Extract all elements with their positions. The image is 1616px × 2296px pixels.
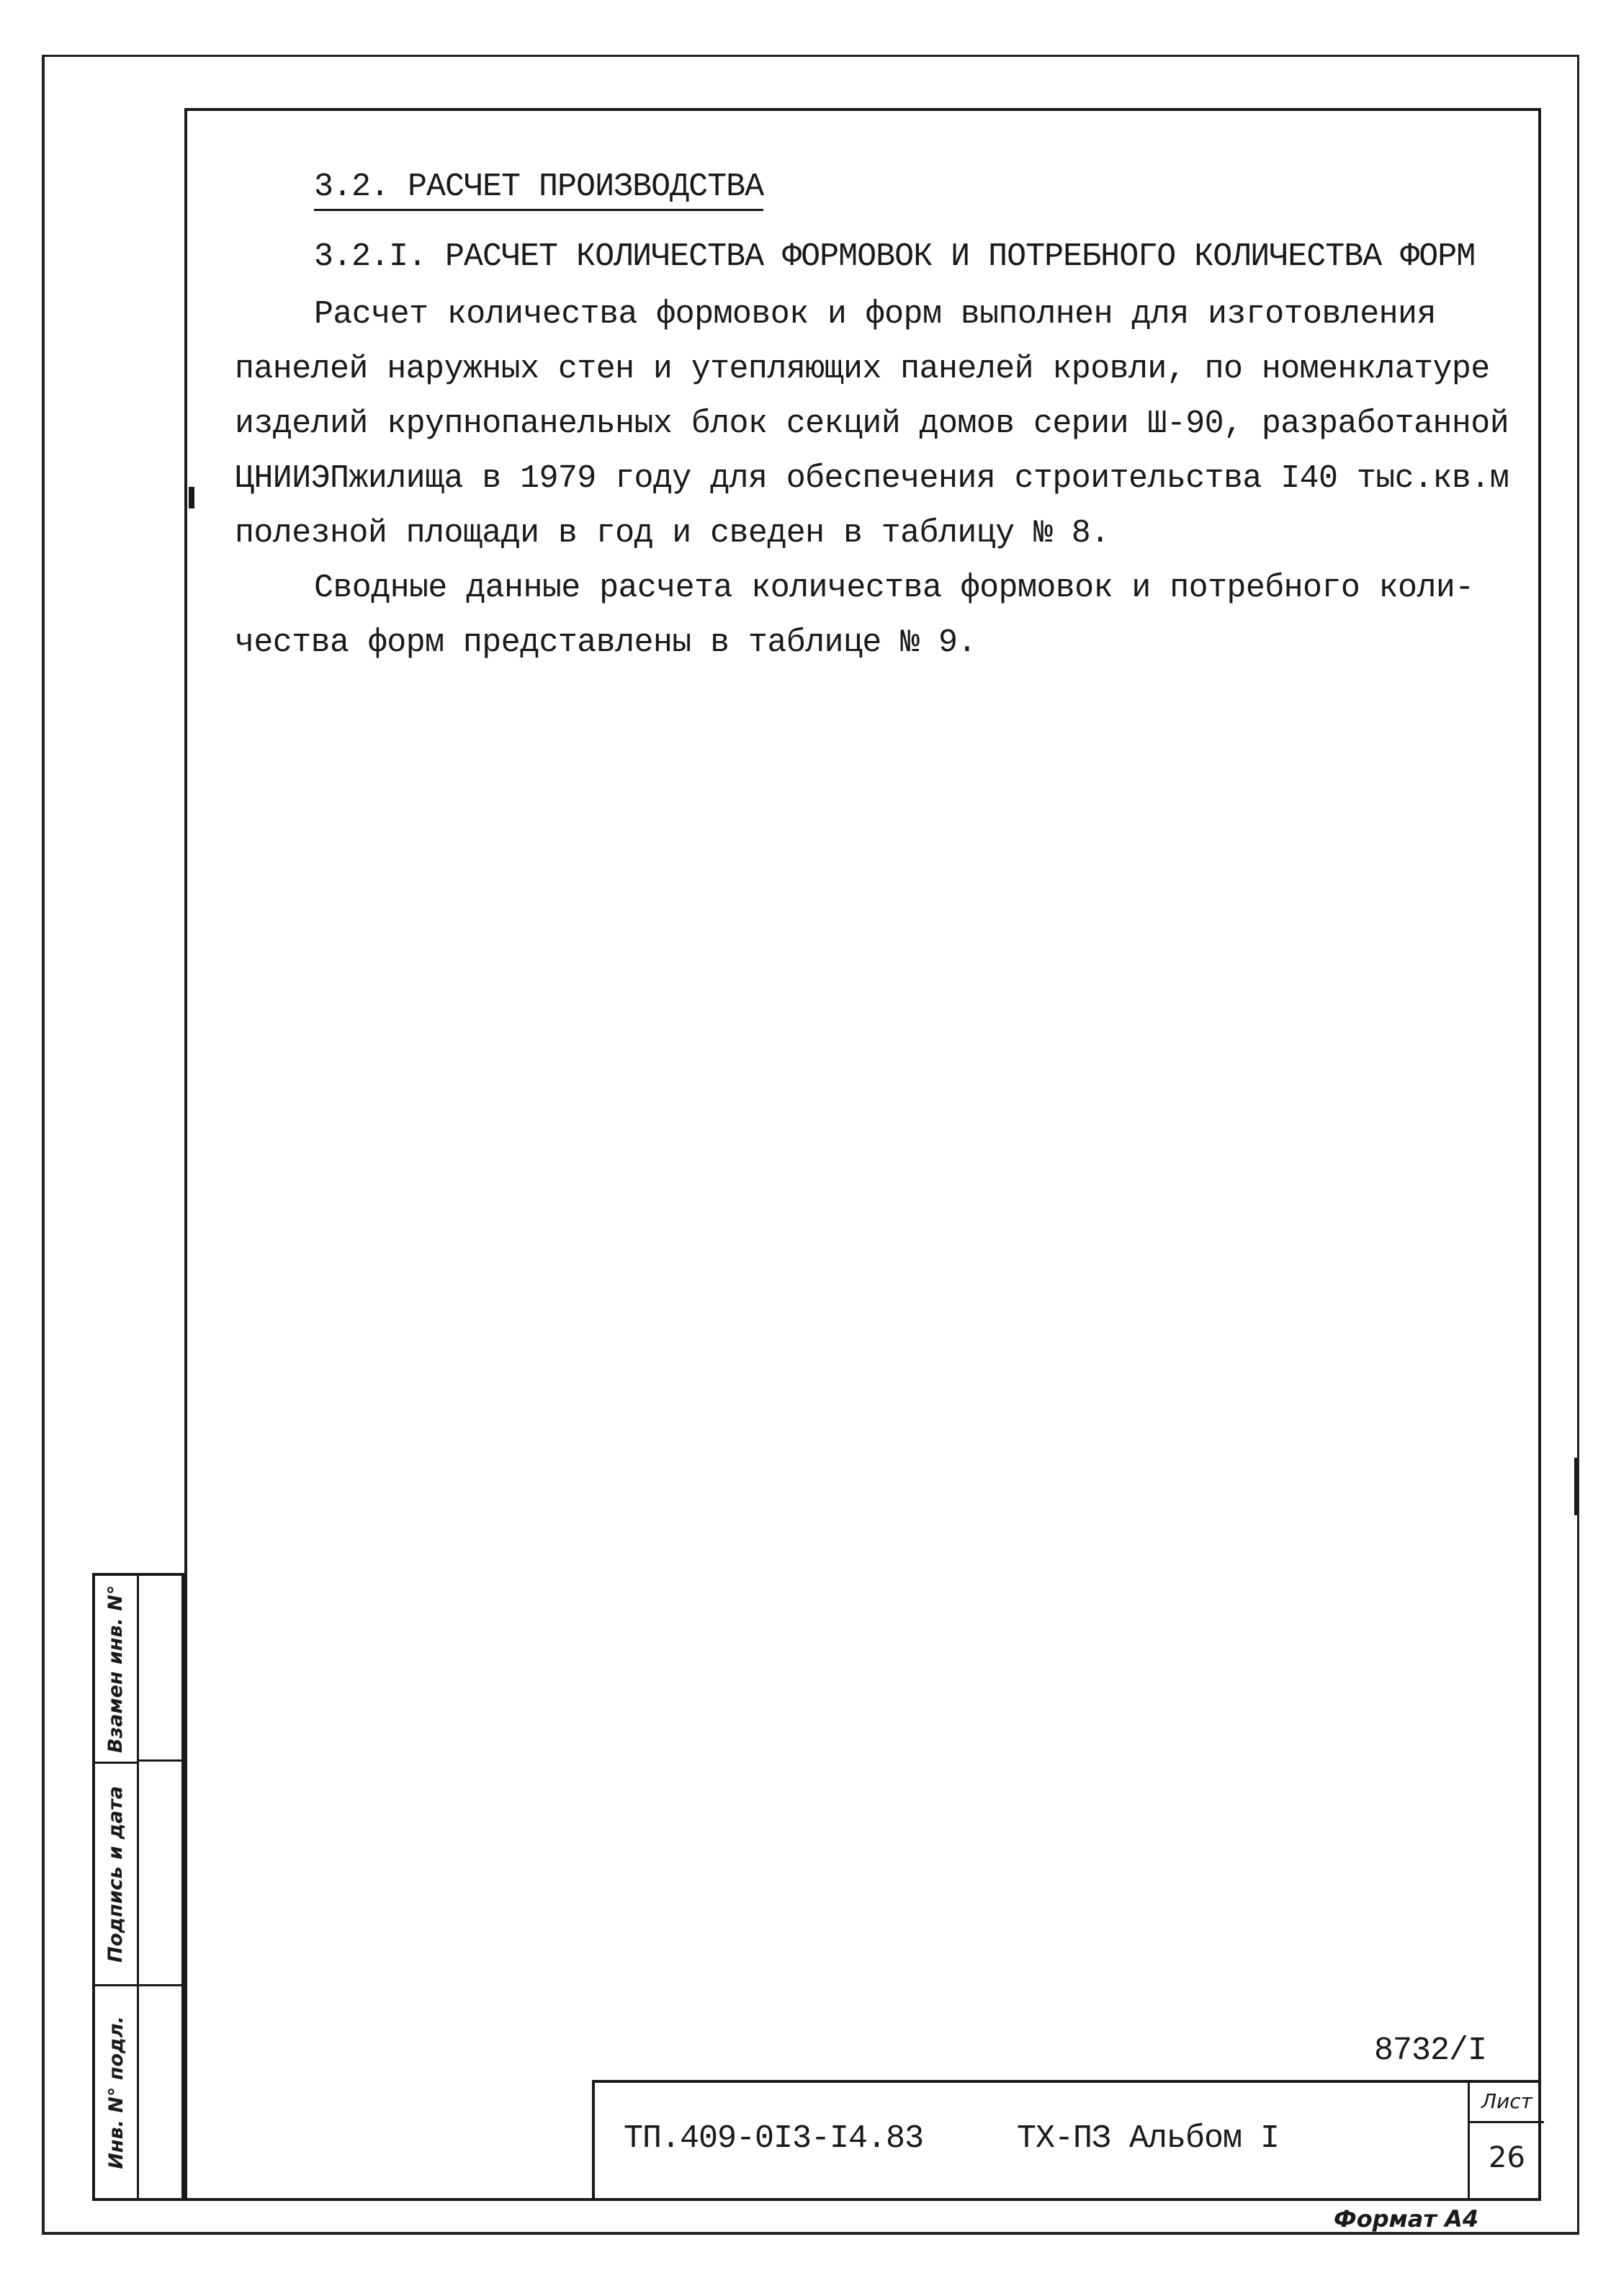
stamp-label: Взамен инв. N° — [104, 1584, 127, 1753]
reference-number: 8732/I — [1374, 2032, 1487, 2069]
stamp-value-cell — [137, 1576, 181, 1762]
paragraph-line: полезной площади в год и сведен в таблицу № 8. — [235, 515, 1110, 552]
paragraph-line: ЦНИИЭПжилища в 1979 году для обеспечения строительства I40 тыс.кв.м — [235, 460, 1509, 497]
sheet-cell — [1468, 2083, 1544, 2201]
paragraph — [235, 287, 1524, 561]
subsection-title: 3.2.I. РАСЧЕТ КОЛИЧЕСТВА ФОРМОВОК И ПОТРЕБНОГО КОЛИЧЕСТВА ФОРМ — [314, 238, 1476, 275]
section-title: 3.2. РАСЧЕТ ПРОИЗВОДСТВА — [314, 167, 763, 211]
paragraph-line: чества форм представлены в таблице № 9. — [235, 624, 977, 661]
paragraph-line: панелей наружных стен и утепляющих панелей кровли, по номенклатуре — [235, 351, 1490, 387]
stamp-cell — [95, 1576, 137, 1762]
sheet-number: 26 — [1489, 2141, 1525, 2174]
stamp-label-column — [95, 1576, 139, 2198]
paragraph — [235, 561, 1524, 671]
margin-stamp — [92, 1573, 184, 2201]
stamp-label: Подпись и дата — [104, 1785, 127, 1963]
stamp-value-cell — [137, 1762, 181, 1986]
document-section: ТХ-ПЗ Альбом I — [1017, 2120, 1280, 2157]
paragraph-line: Сводные данные расчета количества формовок и потребного коли- — [314, 570, 1474, 606]
format-label: Формат А4 — [1334, 2205, 1479, 2233]
document-code: ТП.409-0I3-I4.83 — [624, 2120, 924, 2157]
paragraph-line: изделий крупнопанельных блок секций домов серии Ш-90, разработанной — [235, 405, 1509, 442]
margin-mark — [189, 487, 194, 508]
title-block — [592, 2080, 1541, 2201]
stamp-cell — [95, 1762, 137, 1986]
margin-mark — [1574, 1458, 1577, 1515]
paragraph-line: Расчет количества формовок и форм выполнен для изготовления — [314, 296, 1436, 333]
page-content — [235, 167, 1524, 671]
sheet-label: Лист — [1470, 2083, 1544, 2123]
stamp-cell — [95, 1986, 137, 2198]
stamp-label: Инв. N° подл. — [104, 2015, 127, 2169]
